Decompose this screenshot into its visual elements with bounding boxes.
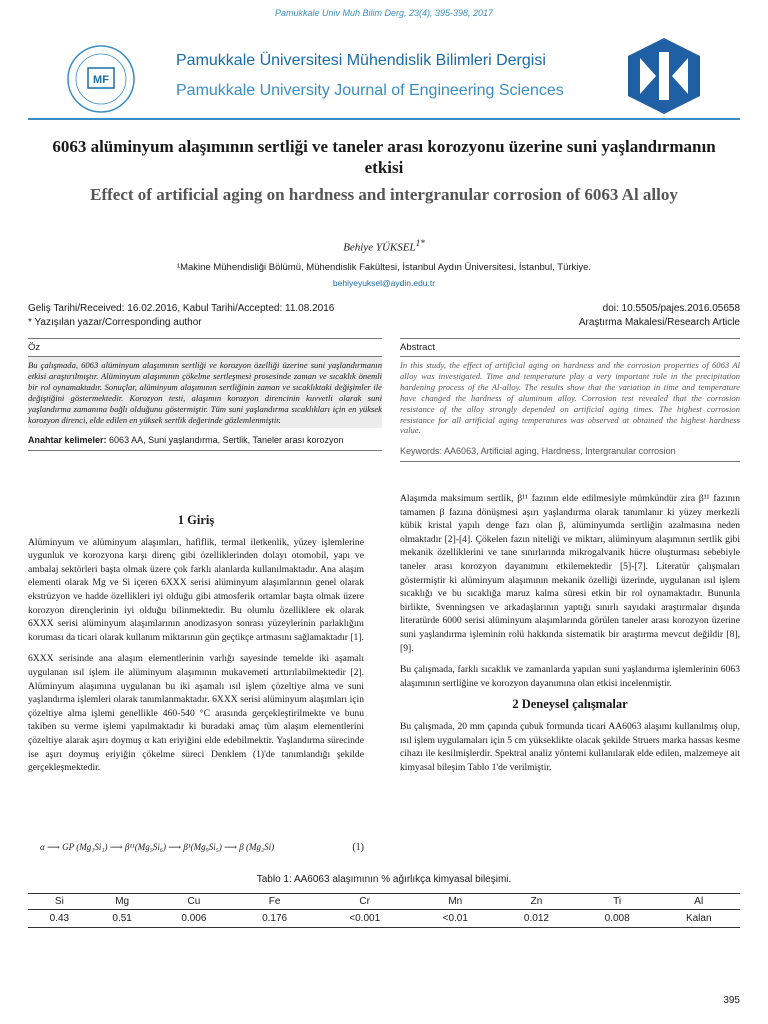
table-header-cell: Si <box>28 894 91 910</box>
doi[interactable]: doi: 10.5505/pajes.2016.05658 <box>602 303 740 314</box>
table-cell: <0.001 <box>315 910 415 928</box>
table-header-cell: Al <box>658 894 741 910</box>
keywords-en <box>400 439 740 462</box>
table-header-cell: Mn <box>414 894 496 910</box>
author-name: Behiye YÜKSEL <box>343 241 416 254</box>
section-heading-experimental: 2 Deneysel çalışmalar <box>512 697 628 712</box>
table-cell: 0.012 <box>496 910 577 928</box>
author-superscript: 1* <box>415 238 425 248</box>
university-seal-logo <box>66 44 136 114</box>
equation-expression: α ⟶ GP (Mg₁Si₁) ⟶ β¹¹(Mg₅Si₆) ⟶ β¹(Mg₉Si₅) ⟶ β (Mg₂Si) <box>40 842 275 852</box>
abstract-en-body: In this study, the effect of artificial aging on hardness and the corrosion properties of 6063 Al alloy was investigated. Time and temperature play a very important role in the precipitation hardening process of the Al-alloy. The results show that the variation in time and temperature have changed the hardness of aluminum alloy. Corrosion test revealed that the corrosion resistance of the alloy strongly depended on artificial aging times. The highest corrosion resistance for all artificial aging temperatures was observed at obtained the highest hardness value. <box>400 357 740 439</box>
keywords-tr <box>28 428 382 451</box>
composition-table <box>28 893 740 928</box>
table-cell: 0.176 <box>234 910 315 928</box>
citation-line: Pamukkale Univ Muh Bilim Derg, 23(4), 395-398, 2017 <box>274 8 494 18</box>
article-type: Araştırma Makalesi/Research Article <box>578 317 740 328</box>
paragraph: Bu çalışmada, 20 mm çapında çubuk formunda ticari AA6063 alaşımı kullanılmış olup, ısıl işlem uygulamaları için 5 cm yükseklikte olacak şekilde Struers marka hassas kesme cihazı ile kesilmişlerdir. Spektral analiz yöntemi kullanılarak elde edilen, malzemeye ait kimyasal bileşim Tablo 1'de verilmiştir. <box>400 720 740 773</box>
table-cell: 0.008 <box>577 910 658 928</box>
table-header-cell: Fe <box>234 894 315 910</box>
journal-title-tr: Pamukkale Üniversitesi Mühendislik Bilimleri Dergisi <box>176 52 546 69</box>
abstract-tr-body: Bu çalışmada, 6063 alüminyum alaşımının sertliği ve korozyon özelliği üzerine suni yaşlandırmanın etkisi araştırılmıştır. Alüminyum alaşımının çökelme sertleşmesi prosesinde zaman ve sıcaklık önemli bir rol oynamaktadır. Sonuçlar, alüminyum alaşımının sertliğinin zaman ve sıcaklıktaki değişimler ile değiştiğini göstermektedir. Korozyon testi, alaşımın korozyon direncinin kuvvetli olarak suni yaşlandırma zamanına bağlı olduğunu göstermiştir. Tüm suni yaşlandırma sıcaklıkları için en yüksek korozyon direnci, elde edilen en yüksek sertlik değerinde gözlemlenmiştir. <box>28 357 382 428</box>
body-column-left <box>28 512 364 783</box>
body-column-right <box>400 492 740 782</box>
abstract-tr-heading: Öz <box>28 338 382 357</box>
author-line <box>0 238 768 254</box>
table-header-cell: Cu <box>154 894 235 910</box>
paragraph: 6XXX serisinde ana alaşım elementlerinin varlığı sayesinde temelde iki aşamalı uygulanan ısıl işlem ile alüminyum alaşımının mukavemeti arttırılabilmektedir [2]. Alüminyum alaşımına uygulanan bu iki aşamalı ısıl işlem çözeltiye alma ve suni yaşlandırma işlemleri olarak tanımlanmaktadır. 6XXX serisi alüminyum alaşımları için çözeltiye alma işlemi genellikle 460-540 °C arasında gerçekleştirilmekte ve bunu takiben su verme işlemi yapılmaktadır ki buradaki amaç tüm alaşım elementlerini çözeltiye alarak aşırı doymuş α katı eriyiğini elde edebilmektir. Yaşlandırma sürecinde ise aşırı doymuş eriyiğin çökelme süreci Denklem (1)'de tanımlandığı şekilde gerçekleşmektedir. <box>28 653 364 774</box>
table-cell: 0.43 <box>28 910 91 928</box>
table-row <box>28 910 740 928</box>
section-heading-introduction: 1 Giriş <box>177 513 215 527</box>
table-header-cell: Zn <box>496 894 577 910</box>
logo-monogram: MF <box>93 74 109 86</box>
journal-title-en: Pamukkale University Journal of Engineering Sciences <box>176 82 564 99</box>
abstract-tr <box>28 338 382 451</box>
author-email-link[interactable]: behiyeyuksel@aydin.edu.tr <box>332 278 436 288</box>
paragraph: Alaşımda maksimum sertlik, β¹¹ fazının elde edilmesiyle mümkündür zira β¹¹ fazının tamamen β fazına dönüşmesi aşırı yaşlandırma olarak tanımlanır ki yüzey merkezli kübik kristal yapılı denge fazı olan β, alüminyumda sertliğin azalmasına neden olmaktadır [2]-[4]. Çökelen fazın niteliği ve miktarı, alüminyum alaşımının sertlik gibi mekanik özelliklerini ve tane sınırlarında mikrogalvanik hücre oluşturması sebebiyle taneler arası korozyon dayanımını etkilemektedir [5]-[7]. Literatür çalışmaları göstermiştir ki alüminyum alaşımının mekanik özelliği üzerinde, uygulanan ısıl işlem sıcaklığı ve bu sıcaklığa maruz kalma süresi etkin bir rol oynamaktadır. Bununla birlikte, Svenningsen ve arkadaşlarının yaptığı sınırlı sayıdaki araştırmalar dışında literatürde 6000 serisi alüminyum alaşımlarında görülen taneler arası korozyon üzerine suni yaşlandırma işleminin rolü hakkında sistematik bir araştırma mevcut değildir [8],[9]. <box>400 493 740 654</box>
table-cell: <0.01 <box>414 910 496 928</box>
received-accepted-dates: Geliş Tarihi/Received: 16.02.2016, Kabul Tarihi/Accepted: 11.08.2016 <box>28 303 335 314</box>
paragraph: Bu çalışmada, farklı sıcaklık ve zamanlarda yapılan suni yaşlandırma işlemlerinin 6063 alaşımının sertliğine ve korozyon dayanımına olan etkisi incelenmiştir. <box>400 664 740 689</box>
abstract-en-heading: Abstract <box>400 338 740 357</box>
paragraph: Alüminyum ve alüminyum alaşımları, hafiflik, termal iletkenlik, yüzey işlemlerine uygunluk ve korozyona karşı direnç gibi özelliklerinden dolayı otomobil, yapı ve ambalaj sektörleri başta olmak üzere çok farklı alanlarda kullanılmaktadır. Ana alaşım elementi olarak Mg ve Si içeren 6XXX serisi alüminyum alaşımlarının genel olarak ekstrüzyon ve hadde özellikleri iyi olduğu gibi atmosferik ortamlar başta olmak üzere korozyon dirençlerinin iyi olduğu bilinmektedir. Bu olumlu özelliklere ek olarak 6XXX serisi alüminyum alaşımlarının anodizasyon sonrası yüzeylerinin parlaklığını koruması da ticari olarak kullanım miktarının gün geçtikçe artmasını sağlamaktadır [1]. <box>28 536 364 643</box>
affiliation: ¹Makine Mühendisliği Bölümü, Mühendislik Fakültesi, İstanbul Aydın Üniversitesi, İstanbul, Türkiye. <box>176 262 592 273</box>
keywords-en-label: Keywords: <box>400 446 443 457</box>
keywords-en-values: AA6063, Artificial aging, Hardness, Intergranular corrosion <box>444 446 676 457</box>
article-title-tr: 6063 alüminyum alaşımının sertliği ve taneler arası korozyonu üzerine suni yaşlandırmanın etkisi <box>52 137 716 177</box>
table-header-cell: Ti <box>577 894 658 910</box>
equation-1 <box>40 842 364 853</box>
table-header-cell: Cr <box>315 894 415 910</box>
corresponding-author-note: * Yazışılan yazar/Corresponding author <box>28 317 202 328</box>
table-cell: 0.51 <box>91 910 154 928</box>
abstract-en <box>400 338 740 462</box>
journal-logo-icon <box>626 36 702 116</box>
article-title-en: Effect of artificial aging on hardness and intergranular corrosion of 6063 Al alloy <box>90 185 678 204</box>
table-caption: Tablo 1: AA6063 alaşımının % ağırlıkça kimyasal bileşimi. <box>256 874 512 885</box>
table-cell: 0.006 <box>154 910 235 928</box>
table-header-row <box>28 894 740 910</box>
header-divider <box>28 118 740 120</box>
keywords-tr-values: 6063 AA, Suni yaşlandırma, Sertlik, Taneler arası korozyon <box>109 435 344 446</box>
page-number: 395 <box>723 995 740 1006</box>
table-header-cell: Mg <box>91 894 154 910</box>
equation-number: (1) <box>352 842 364 853</box>
keywords-tr-label: Anahtar kelimeler: <box>28 435 107 446</box>
table-cell: Kalan <box>658 910 741 928</box>
